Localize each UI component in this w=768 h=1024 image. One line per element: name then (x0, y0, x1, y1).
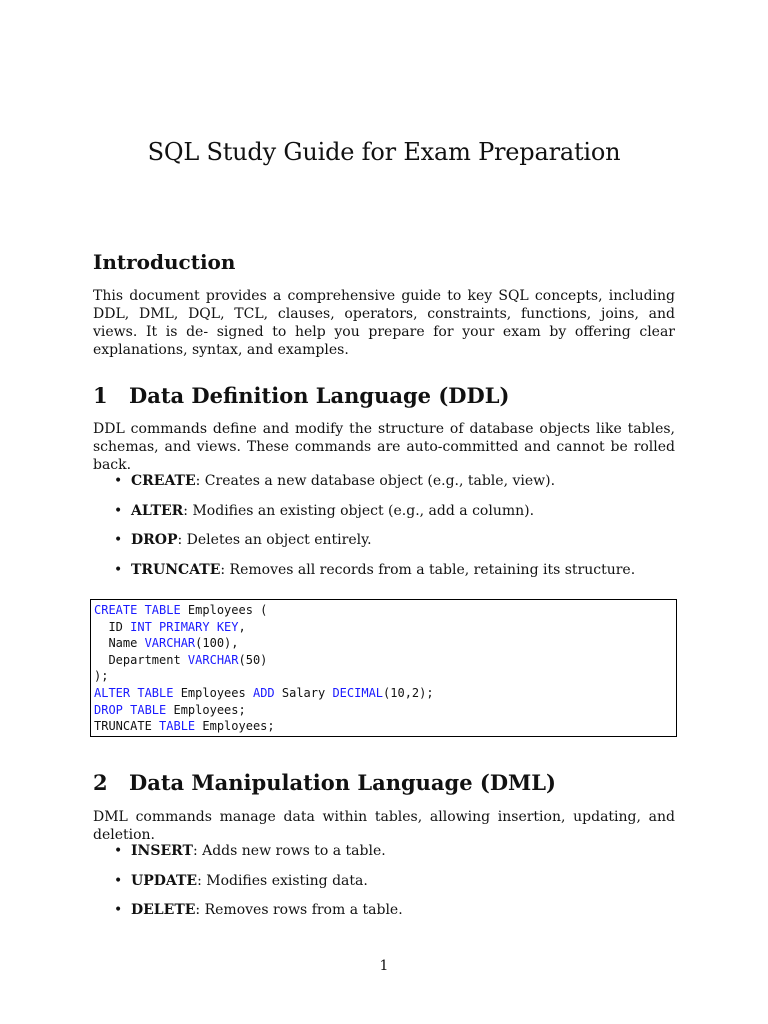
command-term: DROP (131, 532, 178, 548)
code-line (94, 619, 676, 636)
command-desc: : Modifies existing data. (197, 872, 368, 889)
sql-keyword: CREATE TABLE (94, 603, 181, 617)
sql-code-block (90, 599, 677, 737)
command-desc: : Adds new rows to a table. (192, 843, 386, 859)
code-text: Employees (173, 685, 253, 700)
bullet-icon: • (114, 532, 123, 548)
intro-paragraph (93, 287, 675, 359)
ddl-line: DDL commands define and modify the structure of database objects like tables, schemas, (93, 421, 675, 455)
list-item (114, 472, 635, 502)
list-item (114, 872, 403, 902)
ddl-command-list (114, 472, 635, 590)
section-heading-ddl (93, 383, 509, 408)
command-term: CREATE (131, 473, 196, 489)
ddl-paragraph (93, 420, 675, 474)
command-term: DELETE (131, 902, 196, 918)
command-term: UPDATE (131, 872, 198, 889)
intro-line: examples. (277, 342, 349, 358)
code-line (94, 635, 676, 652)
sql-keyword: ALTER TABLE (94, 685, 174, 700)
section-title: Data Definition Language (DDL) (129, 383, 510, 408)
sql-keyword: VARCHAR (144, 636, 196, 651)
code-line (94, 685, 676, 702)
intro-line: DML, DQL, TCL, clauses, operators, constraints, functions, joins, and views. It is de- (93, 306, 675, 340)
command-desc: : Deletes an object entirely. (177, 532, 372, 548)
code-line (94, 718, 676, 735)
list-item (114, 561, 635, 591)
sql-keyword: DECIMAL (332, 685, 384, 700)
section-title: Data Manipulation Language (DML) (129, 770, 556, 795)
section-number: 2 (93, 770, 108, 795)
bullet-icon: • (114, 902, 123, 918)
command-desc: : Modifies an existing object (e.g., add a column). (183, 502, 535, 519)
code-text: Employees ( (180, 603, 268, 617)
code-text: (50) (238, 652, 268, 667)
code-text: Department (94, 652, 188, 667)
list-item (114, 901, 403, 931)
dml-command-list (114, 842, 403, 931)
command-desc: : Creates a new database object (e.g., table, view). (195, 473, 556, 489)
code-text: TRUNCATE (94, 719, 160, 734)
list-item (114, 502, 635, 532)
list-item (114, 531, 635, 561)
bullet-icon: • (114, 872, 123, 889)
ddl-line: and views. These commands are auto-committed and cannot be rolled back. (93, 439, 676, 473)
code-text: Salary (274, 685, 333, 700)
code-text: (10,2); (383, 685, 434, 700)
section-number: 1 (93, 383, 108, 408)
code-text: (100), (195, 636, 239, 651)
intro-line: signed to help you prepare for your exam by offering clear explanations, syntax, and (93, 324, 676, 358)
code-text: ); (94, 669, 109, 684)
code-line (94, 602, 676, 619)
code-text: Employees; (166, 702, 246, 717)
sql-keyword: TABLE (159, 719, 196, 734)
bullet-icon: • (114, 473, 123, 489)
code-text: ID (94, 619, 131, 634)
dml-line: DML commands manage data within tables, allowing insertion, updating, and deletion. (93, 809, 675, 843)
intro-heading: Introduction (93, 250, 236, 274)
list-item (114, 842, 403, 872)
sql-keyword: ADD (252, 685, 275, 700)
intro-line: This document provides a comprehensive guide to key SQL concepts, including DDL, (93, 288, 675, 322)
bullet-icon: • (114, 561, 123, 578)
bullet-icon: • (114, 843, 123, 859)
code-line (94, 702, 676, 719)
code-text: Employees; (195, 719, 275, 734)
dml-paragraph (93, 808, 675, 844)
code-line (94, 668, 676, 685)
sql-keyword: VARCHAR (187, 652, 239, 667)
code-text: Name (94, 636, 145, 651)
section-heading-dml (93, 770, 556, 795)
page-number: 1 (379, 958, 389, 974)
command-term: ALTER (131, 502, 184, 519)
document-title: SQL Study Guide for Exam Preparation (147, 138, 621, 166)
code-line (94, 652, 676, 669)
command-term: TRUNCATE (131, 561, 221, 578)
sql-keyword: DROP TABLE (94, 702, 167, 717)
command-desc: : Removes all records from a table, retaining its structure. (220, 561, 636, 578)
command-term: INSERT (131, 843, 193, 859)
command-desc: : Removes rows from a table. (195, 902, 403, 918)
code-text: , (238, 619, 246, 634)
bullet-icon: • (114, 502, 123, 519)
sql-keyword: INT PRIMARY KEY (130, 619, 239, 634)
